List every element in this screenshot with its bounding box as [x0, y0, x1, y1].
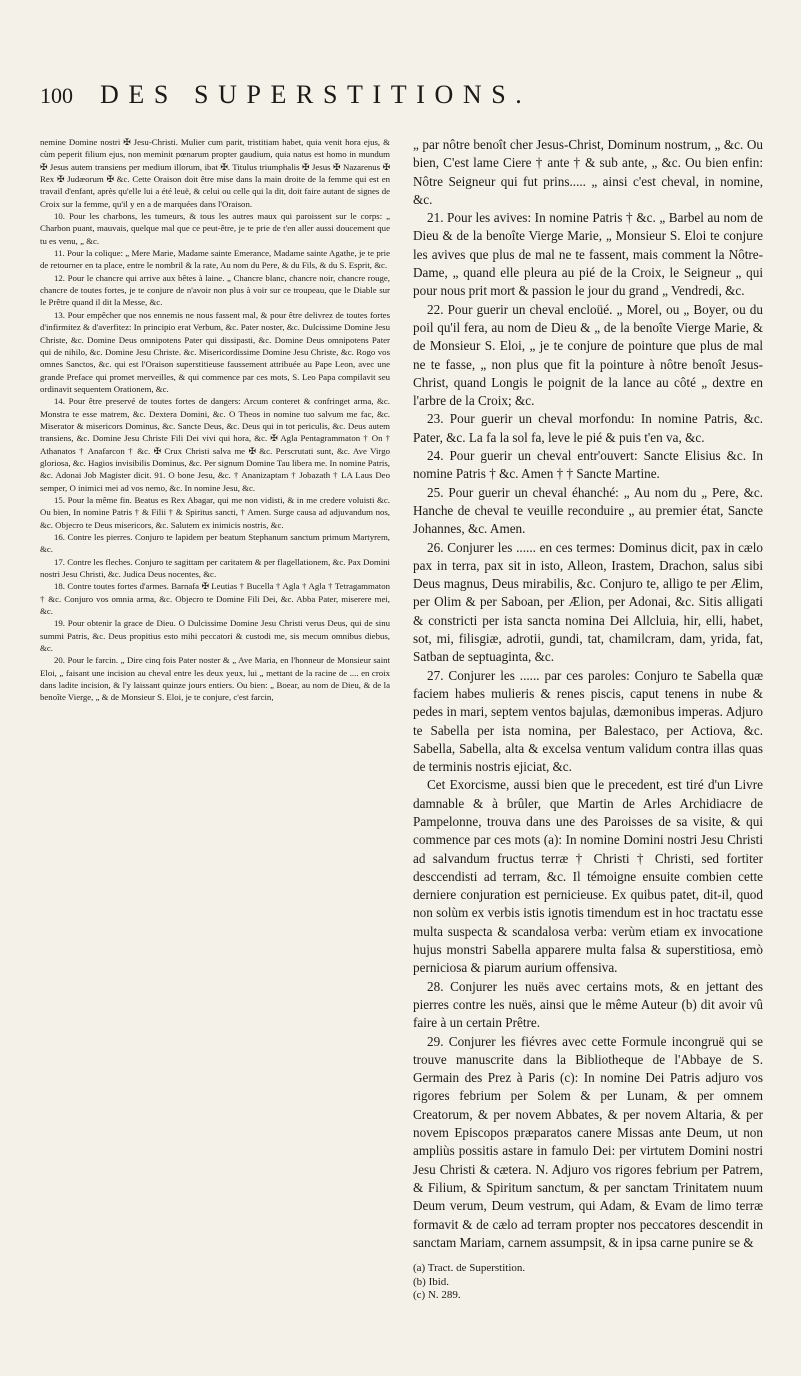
right-paragraph: 22. Pour guerir un cheval encloüé. „ Morel, ou „ Boyer, ou du poil qu'il fera, au nom de Dieu & „ de la benoîte Vierge Marie, & de Monsieur S. Eloi, „ je te conjure de pointure que plus de mal ne te fasse, „ non plus que fit la pointure à nôtre benoît Jesus-Christ, quand Longis le poignit de la lance au côté „ dextre en l'arbre de la Croix; &c.	[413, 301, 763, 409]
footnotes	[413, 1262, 763, 1303]
left-paragraph: 14. Pour être preservé de toutes fortes de dangers: Arcum conteret & confringet arma, &c. Monstra te esse matrem, &c. Dextera Domini, &c. O Theos in nomine tuo salvum me fac, &c. Miserator & misericors Dominus, &c. Sanctе Deus, &c. Deus qui in tot periculis, &c. Deus autem transiens, &c. Domine Jesu Christe Fili Dei vivi qui hora, &c. ✠ Agla Pentagrammaton † On † Athanatos † Anafarcon † &c. ✠ Crux Christi salva me ✠ &c. Perscrutati sunt, &c. Ave Virgo gloriosa, &c. Hagios invisibilis Dominus, &c. Per signum Domine Tau libera me. In nomine Patris, &c. Adonai Job Magister dicit. 91. O bone Jesu, &c. † Ananizaptam † Jobazath † LA Laus Deo semper, O inimici mei ad vos nemo, &c. In nomine Jesu, &c.	[40, 396, 390, 493]
right-paragraph: 24. Pour guerir un cheval entr'ouvert: Sanctе Elisius &c. In nomine Patris † &c. Amen † † Sanctе Martine.	[413, 448, 763, 482]
right-paragraph: „ par nôtre benoît cher Jesus-Christ, Dominum nostrum, „ &c. Ou bien, C'est lame Ciere † ante † & sub ante, „ &c. Ou bien enfin: Nôtre Seigneur qui fut prins..... „ ainsi c'est cheval, in nomine, &c.	[413, 137, 763, 207]
right-column	[413, 136, 763, 1303]
left-paragraph: nemine Domine nostri ✠ Jesu-Christi. Mulier cum parit, tristitiam habet, quia venit hora ejus, & cùm peperit filium ejus, non meminit pœnarum propter gaudium, quia natus est homo in mundum ✠ Jesus autem transiens per medium illorum, ibat ✠. Titulus triumphalis ✠ Jesus ✠ Nazarenus ✠ Rex ✠ Judæorum ✠ &c. Cette Oraison doit être mise dans la main droite de la femme qui est en travail d'enfant, après qu'elle lui a été leuë, & celui ou celle qui la dit, doit faire autant de signes de Croix sur la femme, qu'il y en a de marquées dans l'Oraison.	[40, 137, 390, 209]
left-paragraph: 18. Contre toutes fortes d'armes. Barnafa ✠ Leutias † Bucella † Agla † Agla † Tetragammaton † &c. Conjuro vos omnia arma, &c. Objecro te Domine Fili Dei, &c. Abba Pater, miserere mei, &c.	[40, 581, 390, 617]
running-head: DES SUPERSTITIONS.	[100, 80, 532, 109]
page-header	[40, 80, 763, 114]
footnote: (b) Ibid.	[413, 1275, 450, 1288]
left-paragraph: 12. Pour le chancre qui arrive aux bêtes à laine. „ Chancre blanc, chancre noir, chancre rouge, chancre de toutes fortes, je te conjure de n'avoir non plus à voir sur ce troupeau, que le Diable sur le Prêtre quand il dit la Messe, &c.	[40, 272, 390, 308]
footnote: (a) Tract. de Superstition.	[413, 1262, 526, 1275]
left-paragraph: 20. Pour le farcin. „ Dire cinq fois Pater noster & „ Ave Maria, en l'honneur de Monsieur saint Eloi, „ faisant une incision au cheval entre les deux yeux, lui „ mettant de la racine de .... en croix dans ladite incision, & l'y laissant quinze jours entiers. Ou bien: „ Boear, au nom de Dieu, & de la benoîte Vierge, „ & de Monsieur S. Eloi, je te conjure, c'est farcin,	[40, 655, 390, 703]
right-paragraph: 27. Conjurer les ...... par ces paroles: Conjuro te Sabella quæ faciem habes mulieris & renes piscis, caput tenens in nube & pedes in mari, septem ventos bajulas, dæmonibus imperas. Adjuro te Sabella per ista nomina, per Balestaco, per Actiova, &c. Sabella, Sabella, alta & excelsa ventum validum contra illas quas de terminis nostris ejiciat, &c.	[413, 667, 763, 775]
left-paragraph: 11. Pour la colique: „ Mere Marie, Madame sainte Emerance, Madame sainte Agathe, je te prie de retourner en ta place, entre le nombril & la rate, Au nom du Pere, & du Fils, & du S. Esprit, &c.	[40, 248, 390, 271]
left-paragraph: 10. Pour les charbons, les tumeurs, & tous les autres maux qui paroissent sur le corps: „ Charbon puant, mauvais, quelque mal que ce peut-être, je te prie de t'en aller aussi doucement que tu es venu, „ &c.	[40, 211, 390, 246]
right-paragraph: 21. Pour les avives: In nomine Patris † &c. „ Barbel au nom de Dieu & de la benoîte Vierge Marie, „ Monsieur S. Eloi te conjure les avives que plus de mal ne te fassent, mais comment la Nôtre-Dame, „ quand elle pleura au pié de la Croix, le Seigneur „ qui pour nous prit mort & passion le jour du grand „ Vendredi, &c.	[413, 210, 763, 299]
left-column	[40, 136, 390, 1303]
left-paragraph: 15. Pour la même fin. Beatus es Rex Abagar, qui me non vidisti, & in me credere voluisti &c. Ou bien, In nomine Patris † & Filii † & Spiritus sancti, † Amen. Surge causa ad adjuvandum nos, &c. Objecro te Deus misericors, &c. Salutem ex inimicis nostris, &c.	[40, 494, 390, 530]
left-paragraph: 13. Pour empêcher que nos ennemis ne nous fassent mal, & pour être delivrez de toutes fortes d'infirmitez & d'averfitez: In principio erat Verbum, &c. Pater noster, &c. Dulcissime Domine Jesu Christe, &c. Domine Deus omnipotens Pater qui dissipasti, &c. Domine Deus omnipotens Pater qui de nihilo, &c. Domine Jesu Christe. &c. Misericordissime Domine Jesu Christe, &c. Rogo vos omnes Sanctos, &c. qui est l'Oraison superstitieuse faussement attribuée au Pape Leon, avec une grande Preface qui promet merveilles, & qui commence par ces mots, S. Leo Papa compilavit seu ordinavit sequentem Orationem, &c.	[40, 309, 390, 394]
right-paragraph: 28. Conjurer les nuës avec certains mots, & en jettant des pierres contre les nuës, ainsi que le même Auteur (b) dit avoir vû faire à un certain Prêtre.	[413, 978, 763, 1031]
page-number: 100	[40, 83, 73, 108]
left-paragraph: 19. Pour obtenir la grace de Dieu. O Dulcissime Domine Jesu Christi verus Deus, qui de sinu summi Patris, &c. Deus propitius esto mihi peccatori & custodi me, sis mecum omnibus diebus, &c.	[40, 618, 390, 654]
right-paragraph: Cet Exorcisme, aussi bien que le precedent, est tiré d'un Livre damnable & à brûler, que Martin de Arles Archidiacre de Pampelonne, trouva dans une des Paroisses de sa visite, & qui commence par ces mots (a): In nomine Domini nostri Jesu Christi ad salvandum fructus terræ † Christi † Christi, sed fortiter desccendisti ad terram, &c. Il témoigne ensuite combien cette derniere conjuration est pernicieuse. Ex quibus patet, dit-il, quod non solùm ex verbis istis ignotis timendum est in hoc tractatu esse multa suspecta & scandalosa verba: verùm etiam ex invocatione hujus monstri Sabella apparere multa falsa & superstitiosa, emò perniciosa & piarum aurium offensiva.	[413, 777, 763, 976]
left-paragraph: 16. Contre les pierres. Conjuro te lapidem per beatum Stephanum sanctum primum Martyrem, &c.	[40, 532, 390, 555]
right-paragraph: 29. Conjurer les fiévres avec cette Formule incongruë qui se trouve manuscrite dans la Bibliotheque de l'Abbaye de S. Germain des Prez à Paris (c): In nomine Dei Patris adjuro vos rigores febrium per Solem & per Lunam, & per omnem Creatorum, & per novem Abbates, & per novem Altaria, & per novem Episcopos præparatos canere Missas ante Deum, ut non ampliùs possitis astare in famulo Dei: per virtutem Domini nostri Jesu Christi & cætera. N. Adjuro vos rigores febrium per Patrem, & Filium, & Spiritum sanctum, & per sanctam Trinitatem nuum Deum verum, Deum vestrum, qui Adam, & Evam de limo terræ formavit & de cælo ad terram propter nos peccatores descendit in sanctam Mariam, carnem assumpsit, & in ipsa carne punire se &	[413, 1033, 763, 1250]
left-paragraph: 17. Contre les fleches. Conjuro te sagittam per caritatem & per flagellationem, &c. Pax Domini nostri Jesu Christi, &c. Judica Deus nocentes, &c.	[40, 556, 390, 580]
text-columns	[40, 136, 763, 1303]
right-paragraph: 26. Conjurer les ...... en ces termes: Dominus dicit, pax in cælo pax in terra, pax sit in isto, Alleon, Irastem, Drachon, salus sibi Deus magnus, Deus mirabilis, &c. Conjuro te, alligo te per Ælim, per Olim & per Saboan, per Ælion, per Adonai, &c. Sitis alligati & constricti per ista sancta nomina Dei Allcluia, hir, elli, habet, sot, mi, filisgiæ, adrotii, gundi, tat, chamilcram, dam, yrida, fat, Satban de septuaginta, &c.	[413, 539, 763, 665]
footnote: (c) N. 289.	[413, 1289, 461, 1302]
right-paragraph: 25. Pour guerir un cheval éhanché: „ Au nom du „ Pere, &c. Hanche de cheval te veuille reconduire „ au premier état, Sanctе Johannes, &c. Amen.	[413, 484, 763, 537]
right-paragraph: 23. Pour guerir un cheval morfondu: In nomine Patris, &c. Pater, &c. La fa la sol fa, leve le pié & puis t'en va, &c.	[413, 411, 763, 445]
